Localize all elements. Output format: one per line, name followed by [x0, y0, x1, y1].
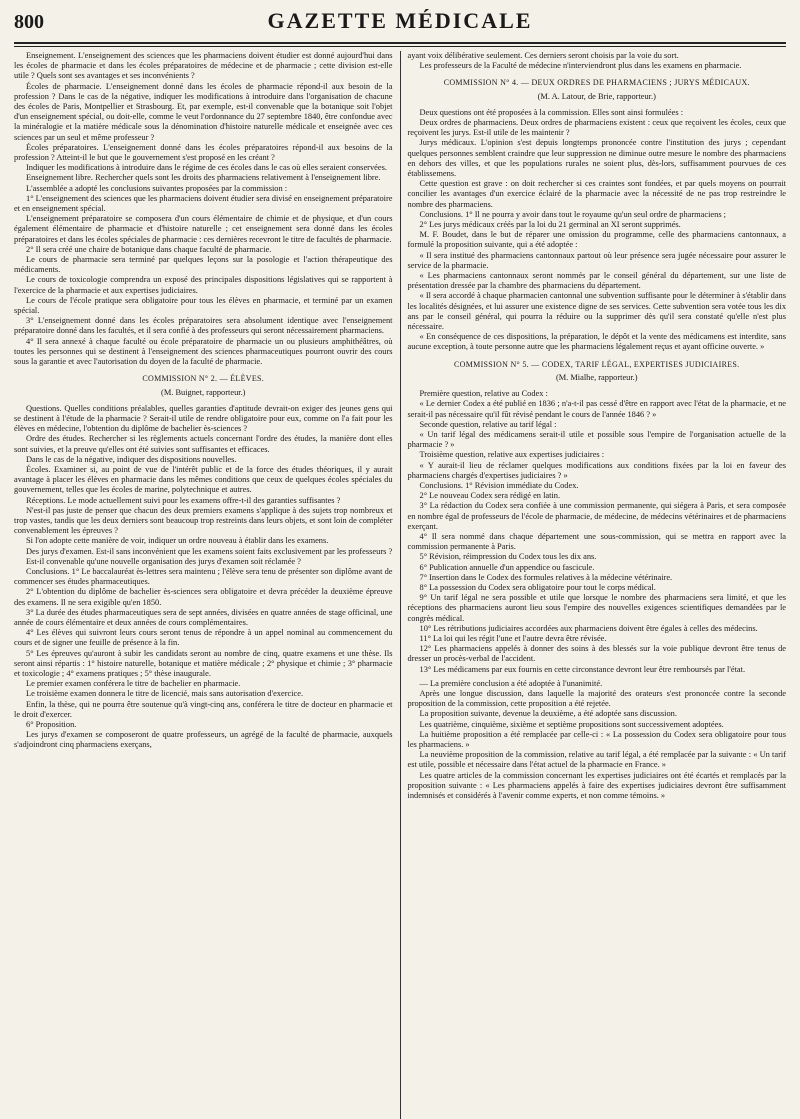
paragraph: Après une longue discussion, dans laquelle la majorité des orateurs s'est prononcée contre la seconde proposition de la commission, cette proposition a été rejetée. [407, 688, 786, 709]
header-rule [14, 46, 786, 47]
paragraph: 2° Les jurys médicaux créés par la loi du 21 germinal an XI seront supprimés. [419, 220, 681, 230]
paragraph: 10° Les rétributions judiciaires accordées aux pharmaciens doivent être égales à celles des médecins. [419, 623, 758, 633]
section-heading: COMMISSION N° 4. — DEUX ORDRES DE PHARMACIENS ; JURYS MÉDICAUX. [443, 78, 750, 88]
rapporteur-line: (M. A. Latour, de Brie, rapporteur.) [537, 91, 656, 101]
paragraph: 3° L'enseignement donné dans les écoles préparatoires sera absolument identique avec l'enseignement préparatoire donné dans les facultés, et il sera confié à des professeurs qui seront nécessairement pharmaciens. [14, 316, 393, 336]
paragraph: Le cours de l'école pratique sera obligatoire pour tous les élèves en pharmacie, et terminé par un examen spécial. [14, 295, 393, 316]
paragraph: 4° Les élèves qui suivront leurs cours seront tenus de répondre à un appel nominal au commencement du cours et de signer une feuille de présence à la fin. [14, 628, 393, 648]
paragraph: 5° Les épreuves qu'auront à subir les candidats seront au nombre de cinq, quatre examens et une thèse. Ils seront ainsi répartis : 1° histoire naturelle, botanique et matière médicale ; 2° physique et chimie ; 3° pharmacie et toxicologie ; 4° examens pratiques ; 5° thèse inaugurale. [14, 648, 393, 678]
paragraph: « Il sera institué des pharmaciens cantonnaux partout où leur présence sera jugée nécessaire pour assurer le service de la pharmacie. [407, 250, 786, 270]
paragraph: Cette question est grave : on doit rechercher si ces craintes sont fondées, et par quels moyens on pourrait concilier les avantages d'un exercice éclairé de la pharmacie avec la nécessité de ne pas trop restreindre le nombre des pharmaciens. [407, 179, 786, 209]
paragraph: Le premier examen conférera le titre de bachelier en pharmacie. [26, 679, 241, 689]
paragraph: 12° Les pharmaciens appelés à donner des soins à des blessés sur la voie publique devront être tenus de dresser un procès-verbal de l'accident. [407, 644, 786, 664]
paragraph: 3° La rédaction du Codex sera confiée à une commission permanente, qui siégera à Paris, et sera composée en nombre égal de professeurs de l'école de pharmacie, de médecine, de médecins vétérinaires et de pharmaciens exerçant. [407, 501, 786, 531]
paragraph: 6° Proposition. [26, 720, 77, 729]
paragraph: « Un tarif légal des médicamens serait-il utile et possible sous l'empire de l'organisation actuelle de la pharmacie ? » [407, 429, 786, 450]
paragraph: 2° Le nouveau Codex sera rédigé en latin. [419, 491, 561, 501]
paragraph: Troisième question, relative aux expertises judiciaires : [419, 450, 605, 460]
paragraph: Conclusions. 1° Révision immédiate du Codex. [419, 480, 579, 490]
paragraph: Les professeurs de la Faculté de médecine n'interviendront plus dans les examens en pharmacie. [419, 61, 742, 71]
paragraph: — La première conclusion a été adoptée à l'unanimité. [419, 678, 603, 688]
page-number: 800 [14, 11, 44, 33]
paragraph: Enseignement. L'enseignement des sciences que les pharmaciens doivent étudier est donné aujourd'hui dans les écoles de pharmacie et dans les écoles préparatoires de médecine et de pharmacie ; cette division est-elle utile ? Quels sont ses avantages et ses inconvénients ? [14, 51, 393, 81]
rapporteur-line: (M. Mialhe, rapporteur.) [555, 372, 638, 382]
paragraph: Dans le cas de la négative, indiquer des dispositions nouvelles. [26, 454, 237, 464]
paragraph: N'est-il pas juste de penser que chacun des deux premiers examens s'applique à des sujets trop nombreux et trop vastes, tandis que les deux derniers sont beaucoup trop restreints dans leurs objets, et sont loin de compléter convenablement les épreuves ? [14, 505, 393, 536]
journal-title: GAZETTE MÉDICALE [267, 8, 533, 33]
paragraph: Jurys médicaux. L'opinion s'est depuis longtemps prononcée contre l'institution des jurys ; cependant quelques personnes semblent craindre que leur suppression ne diminue outre mesure le nombre des pharmaciens en dehors des villes, et que les populations rurales ne soient plus, dès-lors, suffisamment pourvues de ces établissemens. [407, 138, 786, 179]
paragraph: « Il sera accordé à chaque pharmacien cantonnal une subvention suffisante pour le déterminer à s'établir dans les localités désignées, et lui assurer une existence digne de ses services. Cette subvention sera votée tous les dix ans par le conseil général, qui pourra la réduire ou la supprimer dès qu'il sera constaté qu'elle n'est plus nécessaire. [407, 291, 786, 332]
paragraph: Conclusions. 1° Il ne pourra y avoir dans tout le royaume qu'un seul ordre de pharmaciens ; [419, 209, 727, 219]
paragraph: 3° La durée des études pharmaceutiques sera de sept années, divisées en quatre années de stage officinal, une année de cours élémentaire et deux années de cours complémentaires. [14, 607, 393, 627]
paragraph: M. F. Boudet, dans le but de réparer une omission du programme, celle des pharmaciens cantonnaux, a formulé la proposition suivante, qui a été adoptée : [407, 230, 786, 250]
paragraph: Est-il convenable qu'une nouvelle organisation des jurys d'examen soit réclamée ? [26, 556, 301, 566]
paragraph: Les jurys d'examen se composeront de quatre professeurs, un agrégé de la faculté de pharmacie, auxquels s'adjoindront cinq pharmaciens exerçans, [14, 730, 393, 750]
paragraph: « Y aurait-il lieu de réclamer quelques modifications aux conditions fixées par la loi en faveur des pharmaciens chargés d'expertises judiciaires ? » [407, 460, 786, 480]
paragraph: Première question, relative au Codex : [419, 389, 548, 399]
paragraph: 6° Publication annuelle d'un appendice ou fascicule. [419, 562, 595, 572]
section-heading: COMMISSION N° 5. — CODEX, TARIF LÉGAL, EXPERTISES JUDICIAIRES. [454, 359, 740, 369]
paragraph: La neuvième proposition de la commission, relative au tarif légal, a été remplacée par la suivante : « Un tarif est utile, possible et nécessaire dans l'état actuel de la pharmacie en France. » [407, 750, 786, 770]
paragraph: 4° Il sera annexé à chaque faculté ou école préparatoire de pharmacie un ou plusieurs amphithéâtres, où toutes les personnes qui se destinent à l'enseignement des sciences pharmaceutiques pourront ouvrir des cours sous la garantie et avec l'autorisation du doyen de la faculté de pharmacie. [14, 336, 393, 367]
left-column [14, 51, 400, 1119]
paragraph: 13° Les médicamens par eux fournis en cette circonstance devront leur être remboursés par l'état. [419, 664, 746, 674]
paragraph: 11° La loi qui les régit l'une et l'autre devra être révisée. [419, 633, 607, 643]
paragraph: « Le dernier Codex a été publié en 1836 ; n'a-t-il pas cessé d'être en rapport avec l'état de la pharmacie, et ne serait-il pas nécessaire qu'il fût révisé pendant le cours de l'année 1846 ? » [407, 399, 786, 419]
section-heading: COMMISSION N° 2. — ÉLÈVES. [142, 374, 265, 384]
paragraph: 2° Il sera créé une chaire de botanique dans chaque faculté de pharmacie. [26, 244, 272, 254]
paragraph: 2° L'obtention du diplôme de bachelier ès-sciences sera obligatoire et devra précéder la deuxième épreuve des examens. Il ne sera exigible qu'en 1850. [14, 587, 393, 607]
paragraph: « En conséquence de ces dispositions, la préparation, le dépôt et la vente des médicamens est interdite, sans aucune exception, à toute personne autre que les pharmaciens légalement reçus et ayant officine ouverte. » [407, 332, 786, 352]
columns [14, 51, 786, 1119]
paragraph: ayant voix délibérative seulement. Ces derniers seront choisis par la voie du sort. [407, 51, 679, 60]
paragraph: La proposition suivante, devenue la deuxième, a été adoptée sans discussion. [419, 709, 677, 719]
paragraph: 9° Un tarif légal ne sera possible et utile que lorsque le nombre des pharmaciens sera limité, et que les réceptions des pharmaciens auront lieu sous l'empire des nouvelles exigences scientifiques demandées par le congrès médical. [407, 593, 786, 623]
paragraph: L'enseignement préparatoire se composera d'un cours élémentaire de chimie et de physique, et d'un cours également élémentaire de pharmacie et d'histoire naturelle ; cet enseignement sera donné dans les écoles préparatoires et dans les écoles spéciales de pharmacie : ces dernières recevront le titre de facultés de pharmacie. [14, 214, 393, 244]
paragraph: Le cours de pharmacie sera terminé par quelques leçons sur la posologie et l'action thérapeutique des médicaments. [14, 255, 393, 275]
paragraph: Ordre des études. Rechercher si les règlements actuels concernant l'ordre des études, la manière dont elles sont suivies, et la preuve qu'elles ont été suivies sont suffisantes et efficaces. [14, 434, 393, 454]
paragraph: Indiquer les modifications à introduire dans le régime de ces écoles dans le cas où elles seraient conservées. [26, 163, 387, 173]
paragraph: 7° Insertion dans le Codex des formules relatives à la médecine vétérinaire. [419, 572, 673, 582]
paragraph: Des jurys d'examen. Est-il sans inconvénient que les examens soient faits exclusivement par les professeurs ? [26, 546, 393, 556]
page-header [14, 8, 786, 44]
paragraph: 1° L'enseignement des sciences que les pharmaciens doivent étudier sera divisé en enseignement préparatoire et en enseignement spécial. [14, 193, 393, 214]
paragraph: Écoles. Examiner si, au point de vue de l'intérêt public et de la force des études théoriques, il y aurait avantage à placer les élèves en pharmacie dans les mêmes conditions que ceux de quelques écoles spéciales du gouvernement, telles que les écoles de marine, polytechnique et autres. [14, 464, 393, 495]
rapporteur-line: (M. Buignet, rapporteur.) [161, 387, 246, 397]
paragraph: Conclusions. 1° Le baccalauréat ès-lettres sera maintenu ; l'élève sera tenu de présenter son diplôme avant de commencer ses études pharmaceutiques. [14, 566, 393, 587]
paragraph: Questions. Quelles conditions préalables, quelles garanties d'aptitude devrait-on exiger des jeunes gens qui se destinent à l'étude de la pharmacie ? Serait-il utile de rendre obligatoire pour eux, comme on l'a fait pour les élèves en médecine, l'obtention du diplôme de bachelier ès-sciences ? [14, 403, 393, 434]
paragraph: Deux ordres de pharmaciens. Deux ordres de pharmaciens existent : ceux que reçoivent les écoles, ceux que reçoivent les jurys. Est-il utile de les maintenir ? [407, 118, 786, 138]
paragraph: Si l'on adopte cette manière de voir, indiquer un ordre nouveau à établir dans les examens. [26, 536, 329, 546]
paragraph: Les quatrième, cinquième, sixième et septième propositions sont successivement adoptées. [419, 719, 724, 729]
paragraph: Seconde question, relative au tarif légal : [419, 419, 557, 429]
paragraph: 4° Il sera nommé dans chaque département une sous-commission, qui se mettra en rapport avec la commission permanente à Paris. [407, 531, 786, 552]
paragraph: La huitième proposition a été remplacée par celle-ci : « La possession du Codex sera obligatoire pour tous les pharmaciens. » [407, 729, 786, 749]
paragraph: 5° Révision, réimpression du Codex tous les dix ans. [419, 552, 597, 562]
right-column [401, 51, 787, 1119]
paragraph: Écoles de pharmacie. L'enseignement donné dans les écoles de pharmacie répond-il aux besoin de la profession ? Dans le cas de la négative, indiquer les modifications à introduire dans l'organisation de chacune des écoles de Paris, Montpellier et Strasbourg. Et, par exemple, est-il convenable que la botanique soit l'objet d'un enseignement spécial, ou doit-elle, comme le veut l'ordonnance du 27 septembre 1840, être confondue avec la minéralogie et la matière médicale sous la dénomination d'histoire naturelle médicale et enseignée avec ces sciences par un seul et même professeur ? [14, 81, 393, 142]
paragraph: Enseignement libre. Rechercher quels sont les droits des pharmaciens relativement à l'enseignement libre. [26, 173, 381, 183]
paragraph: Les quatre articles de la commission concernant les expertises judiciaires ont été écartés et remplacés par la proposition suivante : « Les pharmaciens appelés à faire des expertises judiciaires devront être suffisamment indemnisés et considérés à l'avenir comme experts, et non comme témoins. » [407, 770, 786, 801]
paragraph: Le troisième examen donnera le titre de licencié, mais sans autorisation d'exercice. [26, 689, 304, 699]
paragraph: « Les pharmaciens cantonnaux seront nommés par le conseil général du département, sur une liste de présentation dressée par la chambre des pharmaciens du département. [407, 271, 786, 291]
paragraph: L'assemblée a adopté les conclusions suivantes proposées par la commission : [26, 183, 288, 193]
paragraph: Enfin, la thèse, qui ne pourra être soutenue qu'à vingt-cinq ans, conférera le titre de docteur en pharmacie et le droit d'exercer. [14, 699, 393, 719]
paragraph: Deux questions ont été proposées à la commission. Elles sont ainsi formulées : [419, 107, 684, 117]
paragraph: Le cours de toxicologie comprendra un exposé des principales dispositions législatives qui se rapportent à l'exercice de la pharmacie et aux expertises judiciaires. [14, 275, 393, 295]
paragraph: Réceptions. Le mode actuellement suivi pour les examens offre-t-il des garanties suffisantes ? [26, 495, 341, 505]
paragraph: 8° La possession du Codex sera obligatoire pour tout le corps médical. [419, 582, 656, 592]
paragraph: Écoles préparatoires. L'enseignement donné dans les écoles préparatoires répond-il aux besoins de la profession ? Atteint-il le but que le gouvernement s'est proposé en les créant ? [14, 142, 393, 163]
